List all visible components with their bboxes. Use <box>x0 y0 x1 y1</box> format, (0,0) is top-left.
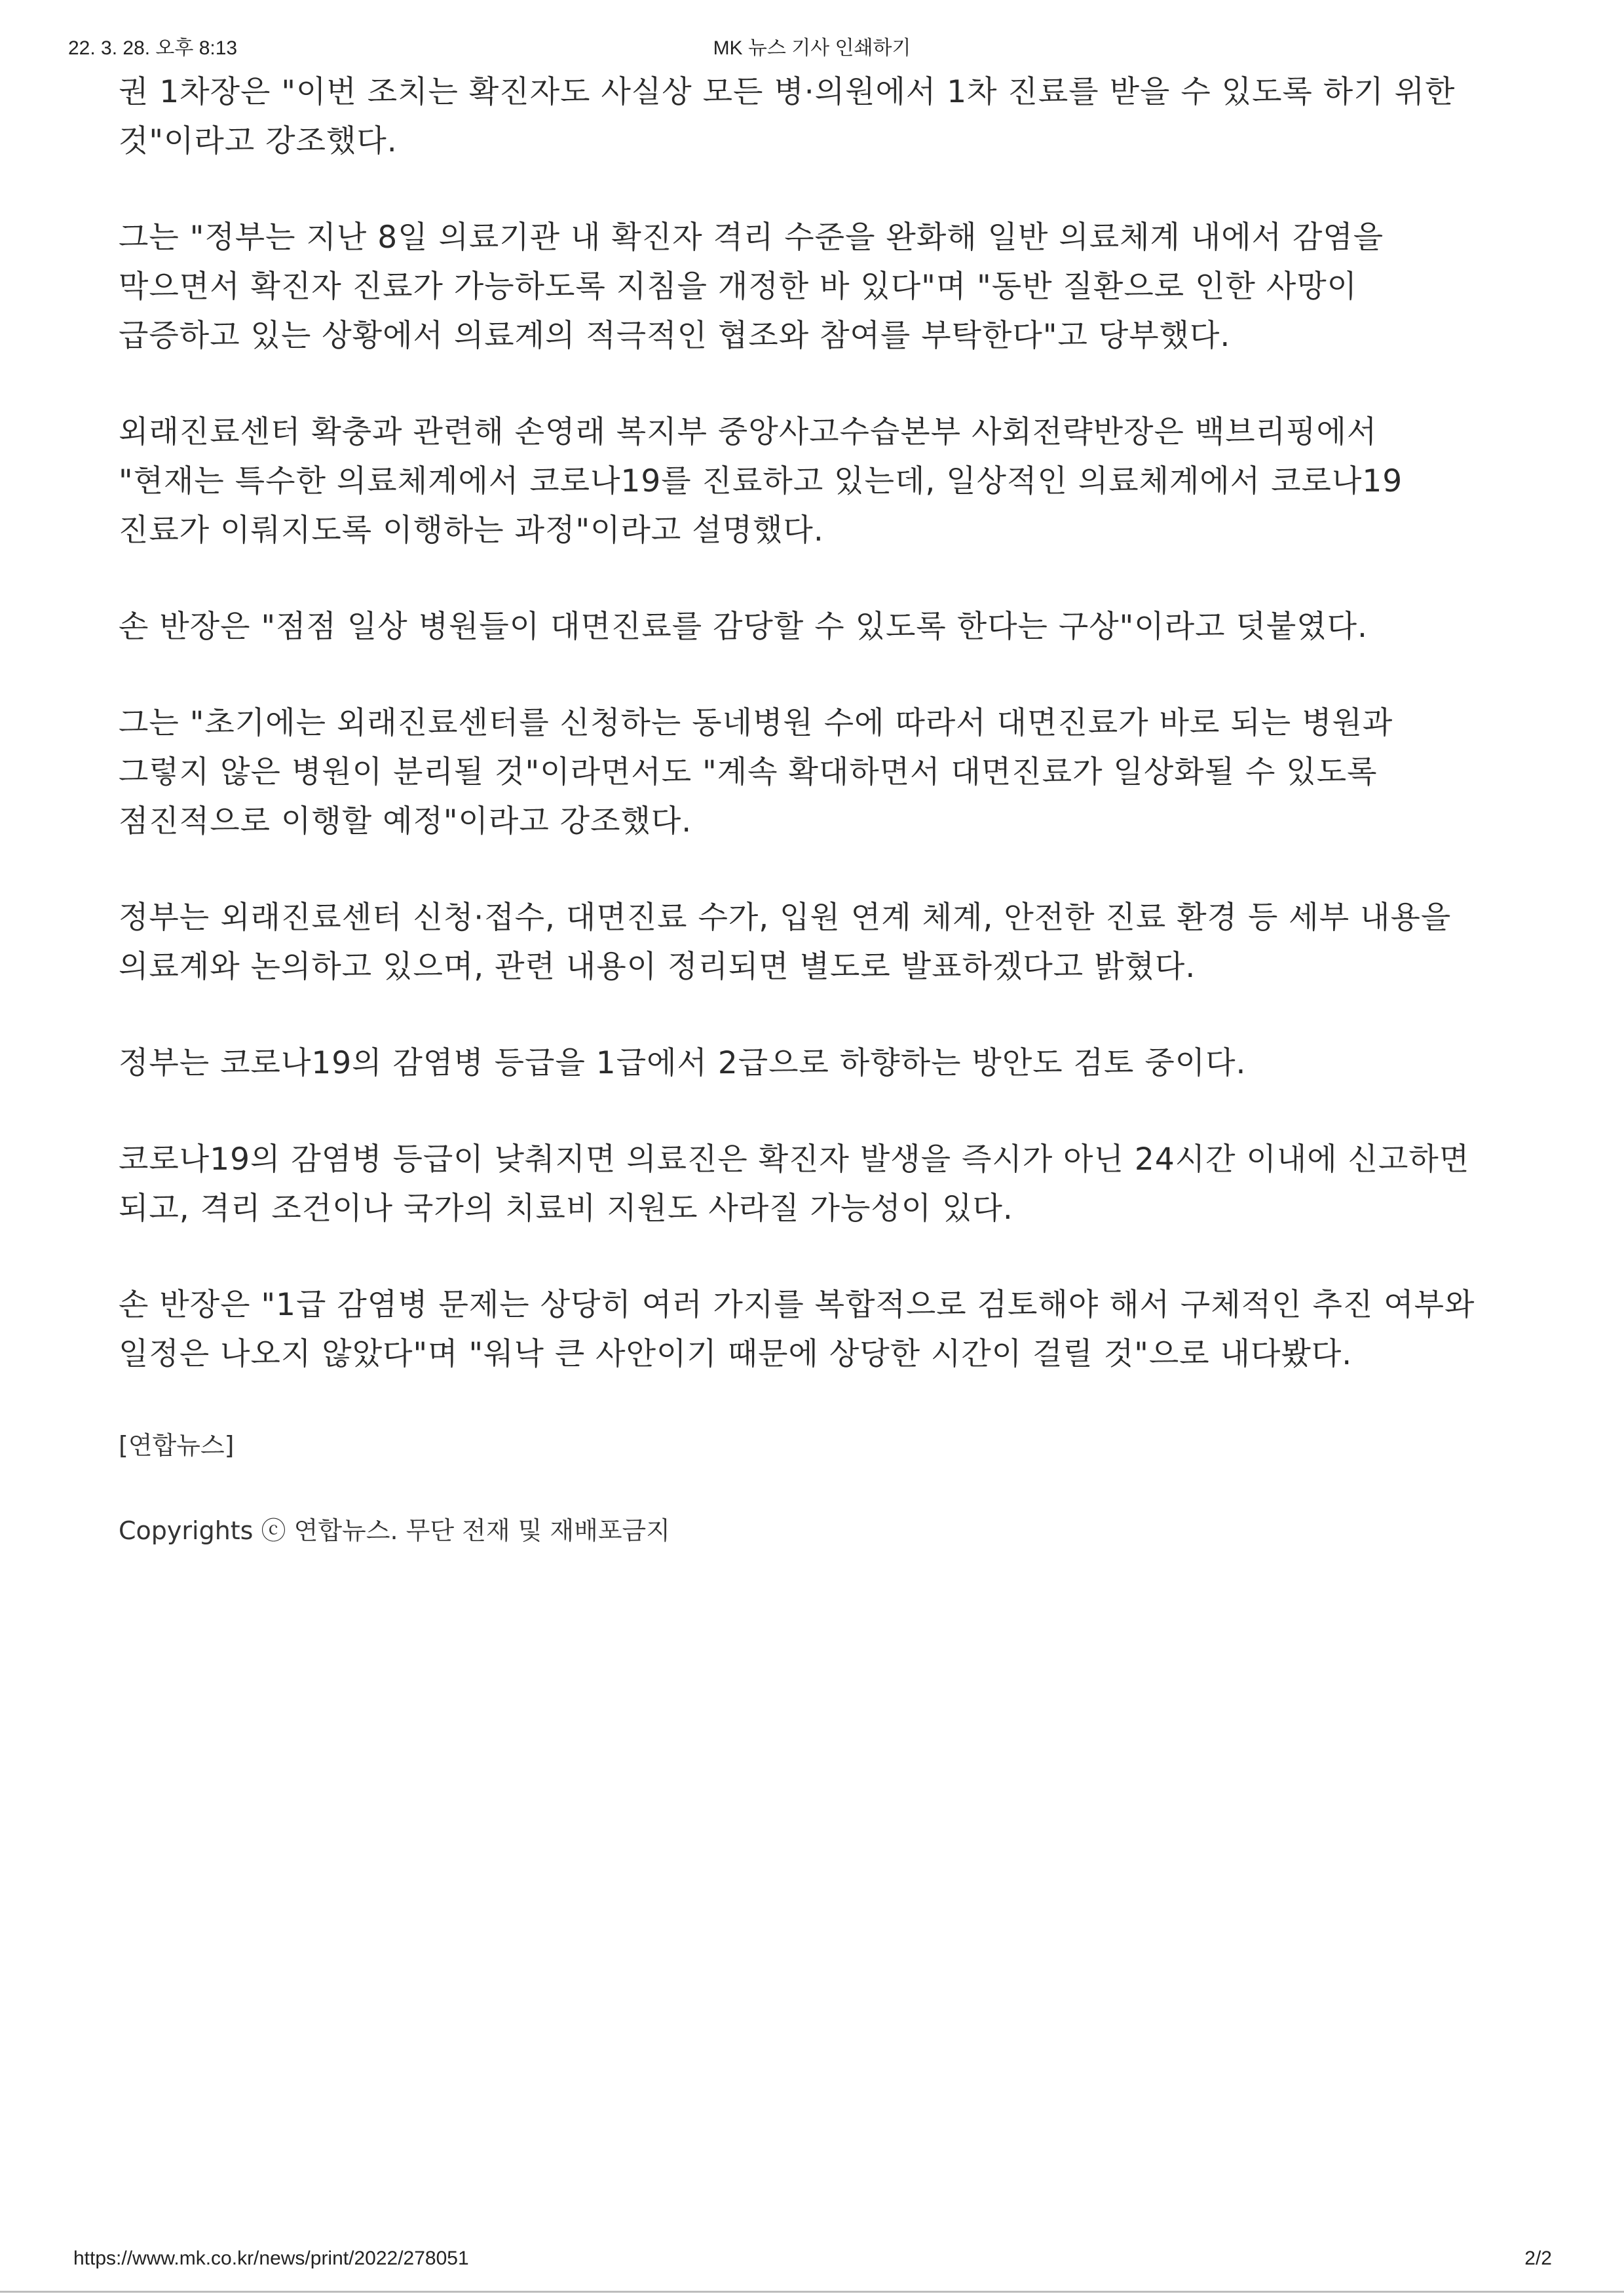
paragraph: 그는 "초기에는 외래진료센터를 신청하는 동네병원 수에 따라서 대면진료가 바로 되는 병원과 그렇지 않은 병원이 분리될 것"이라면서도 "계속 확대하면서 대면진료가 일상화될 수 있도록 점진적으로 이행할 예정"이라고 강조했다. <box>119 705 1393 839</box>
page-number: 2/2 <box>1524 2248 1552 2269</box>
paragraph: 코로나19의 감염병 등급이 낮춰지면 의료진은 확진자 발생을 즉시가 아닌 24시간 이내에 신고하면 되고, 격리 조건이나 국가의 치료비 지원도 사라질 가능성이 있다. <box>119 1141 1470 1227</box>
paragraph: 그는 "정부는 지난 8일 의료기관 내 확진자 격리 수준을 완화해 일반 의료체계 내에서 감염을 막으면서 확진자 진료가 가능하도록 지침을 개정한 바 있다"며 "동반 질환으로 인한 사망이 급증하고 있는 상황에서 의료계의 적극적인 협조와 참여를 부탁한다"고 당부했다. <box>119 220 1384 354</box>
article-body <box>119 67 1481 1550</box>
paragraph: 정부는 외래진료센터 신청·접수, 대면진료 수가, 입원 연계 체계, 안전한 진료 환경 등 세부 내용을 의료계와 논의하고 있으며, 관련 내용이 정리되면 별도로 발표하겠다고 밝혔다. <box>119 900 1452 985</box>
print-header <box>0 31 1624 62</box>
print-date: 22. 3. 28. 오후 8:13 <box>68 37 238 59</box>
paragraph: 손 반장은 "점점 일상 병원들이 대면진료를 감당할 수 있도록 한다는 구상"이라고 덧붙였다. <box>119 609 1368 645</box>
page-url: https://www.mk.co.kr/news/print/2022/278051 <box>73 2248 469 2269</box>
paragraph: 외래진료센터 확충과 관련해 손영래 복지부 중앙사고수습본부 사회전략반장은 백브리핑에서 "현재는 특수한 의료체계에서 코로나19를 진료하고 있는데, 일상적인 의료체계에서 코로나19 진료가 이뤄지도록 이행하는 과정"이라고 설명했다. <box>119 414 1403 548</box>
copyright-notice: Copyrights ⓒ 연합뉴스. 무단 전재 및 재배포금지 <box>119 1516 670 1545</box>
print-footer <box>0 2248 1624 2276</box>
paragraph: 정부는 코로나19의 감염병 등급을 1급에서 2급으로 하향하는 방안도 검토 중이다. <box>119 1045 1247 1081</box>
paragraph: 손 반장은 "1급 감염병 문제는 상당히 여러 가지를 복합적으로 검토해야 해서 구체적인 추진 여부와 일정은 나오지 않았다"며 "워낙 큰 사안이기 때문에 상당한 시간이 걸릴 것"으로 내다봤다. <box>119 1287 1475 1372</box>
scan-edge-line <box>0 2291 1624 2293</box>
paragraph: 권 1차장은 "이번 조치는 확진자도 사실상 모든 병·의원에서 1차 진료를 받을 수 있도록 하기 위한 것"이라고 강조했다. <box>119 74 1456 159</box>
news-source: [연합뉴스] <box>119 1431 235 1460</box>
document-title: MK 뉴스 기사 인쇄하기 <box>713 37 911 59</box>
